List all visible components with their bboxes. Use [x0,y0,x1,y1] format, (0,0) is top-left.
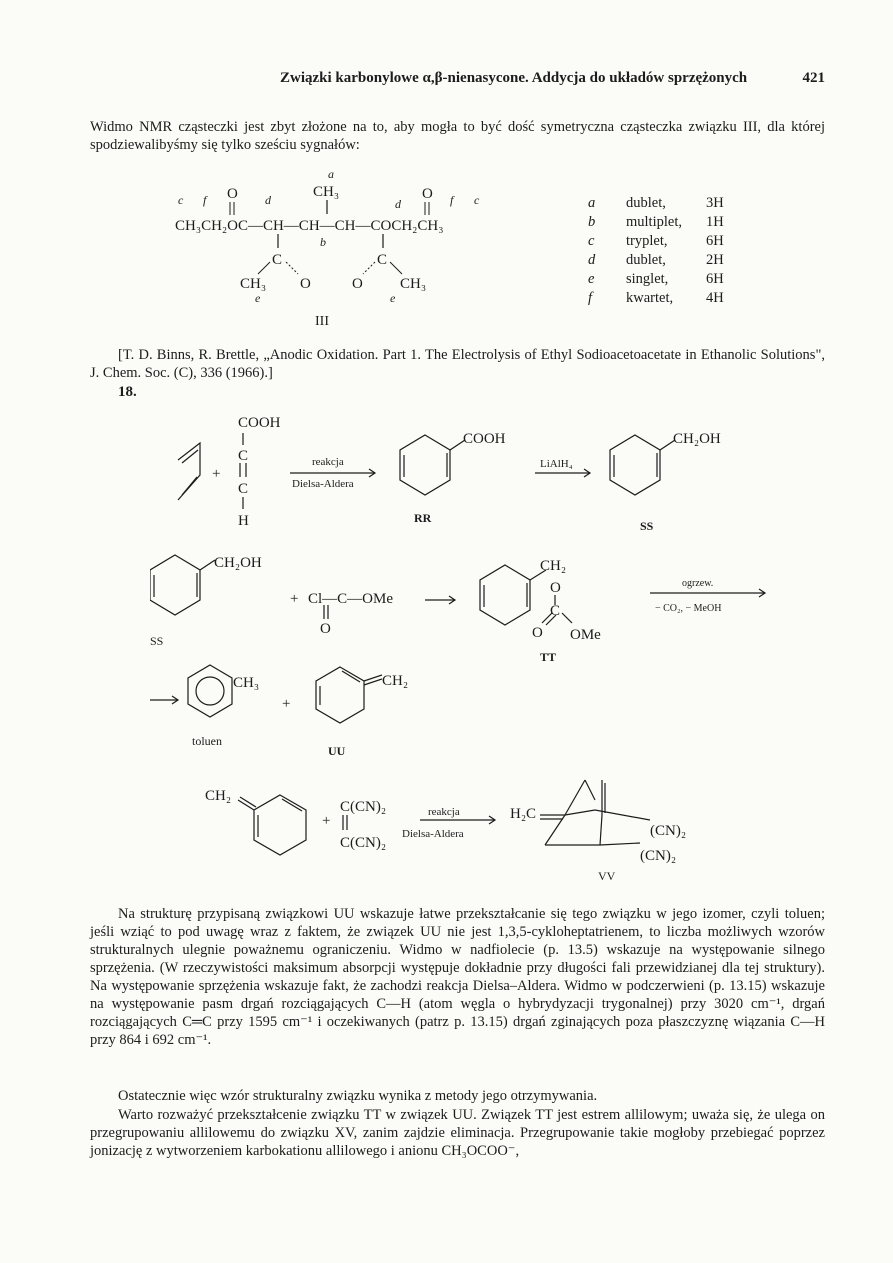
heat-top: ogrzew. [682,578,714,589]
ss-ch2oh: CH₂OH [673,431,721,447]
nmr-row: e singlet, 6H [588,271,724,287]
carbonyl-o-right: O [422,186,433,202]
tcne-bottom: C(CN)₂ [340,835,387,851]
nmr-row: c tryplet, 6H [588,233,724,249]
side-o-left: O [300,276,311,292]
label-f-right: f [450,193,454,207]
plus-4: + [322,813,331,829]
side-c-left: C [272,252,283,268]
toluene-ring [188,665,232,717]
tt-ome: OMe [570,627,601,643]
vv-label: VV [598,869,616,883]
label-a: a [328,167,334,181]
body-paragraph-1: Na strukturę przypisaną związkowi UU wskazuje łatwe przekształcanie się tego związku w jego izomer, czyli toluen; jeśli wziąć to pod uwagę wraz z faktem, że związek UU nie jest 1,3,5-cykloheptatrienem, to liczba możliwych wzorów strukturalnych ulegnie poważnemu ograniczeniu. Widmo w nadfiolecie (p. 13.5) wskazuje na występowanie silnego sprzężenia. (W rzeczywistości maksimum absorpcji występuje dokładnie przy długości fali przewidzianej dla tej struktury). Na występowanie sprzężenia wskazuje fakt, że zachodzi reakcja Dielsa–Aldera. Widmo w podczerwieni (p. 13.15) wskazuje na występowanie pasm drgań rozciągających C—H (atom węgla o hybrydyzacji trygonalnej) przy 3020 cm⁻¹, drgań rozciągających C═C przy 1595 cm⁻¹ i oczekiwanych (patrz p. 13.15) drgań zginających poza płaszczyznę wiązania C—H przy 864 i 692 cm⁻¹. [90,906,825,1048]
plus-2: + [290,591,299,607]
arrow1-bottom: Dielsa-Aldera [292,478,354,490]
tt-ring [480,565,530,625]
vv-cn2-top: (CN)₂ [650,823,687,839]
label-c-right: c [474,193,480,207]
label-d-right: d [395,197,401,211]
label-d-left: d [265,193,271,207]
tt-c: C [550,603,561,619]
main-chain: CH₃CH₂OC—CH—CH—CH—COCH₂CH₃ [175,218,444,234]
tt-label: TT [540,650,557,664]
arrow2-top: reakcja [428,806,460,818]
nmr-row: a dublet, 3H [588,195,724,211]
problem-number: 18. [118,384,137,400]
c-label-2: C [238,481,249,497]
label-e-right: e [390,291,396,305]
ss-ch2oh-2: CH₂OH [214,555,262,571]
top-ch3: CH₃ [313,184,340,200]
reagent-cl: Cl—C—OMe [308,591,394,607]
reagent-o: O [320,621,331,637]
ss-label: SS [640,519,654,533]
toluene-label: toluen [192,734,222,748]
nmr-table [588,195,748,309]
uu-ch2-2: CH₂ [205,788,232,804]
uu-ch2: CH₂ [382,673,409,689]
arrow2-bottom: Dielsa-Aldera [402,828,464,840]
label-c-left: c [178,193,184,207]
nmr-row: f kwartet, 4H [588,290,724,306]
uu-ring [316,667,364,723]
tt-carbonyl-o: O [532,625,543,641]
page-number: 421 [802,70,825,86]
compound-label-III: III [315,314,329,329]
heat-bottom: − CO₂, − MeOH [655,603,722,614]
side-ch3-left: CH₃ [240,276,267,292]
reaction-scheme [150,405,790,885]
vv-cn2-bottom: (CN)₂ [640,848,677,864]
tt-o: O [550,580,561,596]
reference: [T. D. Binns, R. Brettle, „Anodic Oxidation. Part 1. The Electrolysis of Ethyl Sodioacetoacetate in Ethanolic Solutions", J. Chem. Soc. (C), 336 (1966).] [90,347,825,381]
vv-h2c: H₂C [510,806,537,822]
h-label: H [238,513,249,529]
nmr-row: b multiplet, 1H [588,214,724,230]
uu-ring-2 [254,795,306,855]
label-f-left: f [203,193,207,207]
ss-ring-2 [150,555,200,615]
plus-3: + [282,696,291,712]
side-ch3-right: CH₃ [400,276,427,292]
label-e-left: e [255,291,261,305]
vv-bicyclic [540,780,650,845]
c-label-1: C [238,448,249,464]
toluene-ch3: CH₃ [233,675,260,691]
label-b: b [320,235,326,249]
header-title: Związki karbonylowe α,β-nienasycone. Addycja do układów sprzężonych [280,70,748,86]
intro-paragraph: Widmo NMR cząsteczki jest zbyt złożone na to, aby mogła to być dość symetryczna cząsteczka związku III, dla której spodziewalibyśmy się tylko sześciu sygnałów: [90,119,825,153]
side-o-right: O [352,276,363,292]
ss-label-2: SS [150,634,164,648]
rr-label: RR [414,511,432,525]
cooh-label: COOH [238,415,281,431]
body-paragraph-2: Ostatecznie więc wzór strukturalny związku wynika z metody jego otrzymywania. [118,1088,598,1104]
tcne-top: C(CN)₂ [340,799,387,815]
ss-ring [610,435,660,495]
carbonyl-o-left: O [227,186,238,202]
arrow1-top: reakcja [312,456,344,468]
plus-1: + [212,466,221,482]
running-header [280,70,825,87]
body-paragraph-3: Warto rozważyć przekształcenie związku TT w związek UU. Związek TT jest estrem allilowym; uważa się, że ulega on przegrupowaniu allilowemu do związku XV, zanim zajdzie eliminacja. Przegrupowanie takie mogłoby przebiegać poprzez jonizację z wytworzeniem karbokationu allilowego i anionu CH₃OCOO⁻, [90,1107,825,1159]
lialh4-label: LiAlH₄ [540,458,573,470]
side-c-right: C [377,252,388,268]
tt-ch2: CH₂ [540,558,567,574]
rr-cooh: COOH [463,431,506,447]
rr-ring [400,435,450,495]
structure-III-diagram [170,160,560,330]
nmr-row: d dublet, 2H [588,252,724,268]
uu-label: UU [328,744,346,758]
